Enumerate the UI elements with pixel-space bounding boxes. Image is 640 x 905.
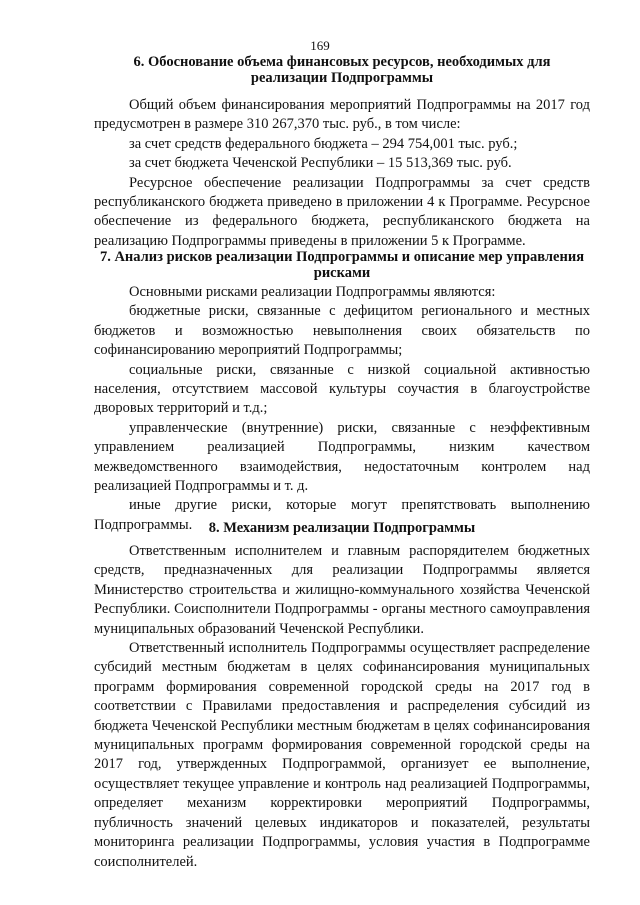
section-6-body bbox=[94, 96, 590, 251]
section-8-heading: 8. Механизм реализации Подпрограммы bbox=[208, 520, 476, 536]
section-7-paragraph: иные другие риски, которые могут препятствовать выполнению Подпрограммы. bbox=[94, 497, 590, 533]
section-6-heading: 6. Обоснование объема финансовых ресурсов, необходимых для реализации Подпрограммы bbox=[133, 54, 551, 86]
section-7-heading: 7. Анализ рисков реализации Подпрограммы и описание мер управления рисками bbox=[99, 249, 585, 281]
section-7-body bbox=[94, 283, 590, 535]
section-8-body bbox=[94, 542, 590, 872]
section-8-paragraph: Ответственный исполнитель Подпрограммы осуществляет распределение субсидий местным бюджетам в целях софинансирования муниципальных программ формирования современной городской среды на 2017 год в соответствии с Правилами предоставления и распределения субсидий из бюджета Чеченской Республики местным бюджетам в целях софинансирования муниципальных программ формирования современной городской среды на 2017 год, утвержденных Подпрограммой, организует ее выполнение, осуществляет текущее управление и контроль над реализацией Подпрограммы, определяет механизм корректировки мероприятий Подпрограммы, публичность значений целевых индикаторов и показателей, результаты мониторинга реализации Подпрограммы, условия участия в Подпрограмме соисполнителей. bbox=[94, 640, 590, 870]
section-7-paragraph: управленческие (внутренние) риски, связанные с неэффективным управлением реализацией Подпрограммы, низким качеством межведомственного взаимодействия, недостаточным контролем над реализацией Подпрограммы и т. д. bbox=[94, 419, 590, 495]
section-6-paragraph: Ресурсное обеспечение реализации Подпрограммы за счет средств республиканского бюджета приведено в приложении 4 к Программе. Ресурсное обеспечение из федерального бюджета, республиканского бюджета на реализацию Подпрограммы приведены в приложении 5 к Программе. bbox=[94, 174, 590, 249]
section-7-paragraph: бюджетные риски, связанные с дефицитом регионального и местных бюджетов и возможностью невыполнения своих обязательств по софинансированию мероприятий Подпрограммы; bbox=[94, 303, 590, 359]
section-7-paragraph: Основными рисками реализации Подпрограммы являются: bbox=[129, 284, 496, 300]
section-6-paragraph: за счет бюджета Чеченской Республики – 15 513,369 тыс. руб. bbox=[129, 155, 512, 172]
section-8-paragraph: Ответственным исполнителем и главным распорядителем бюджетных средств, предназначенных для реализации Подпрограммы является Министерство строительства и жилищно-коммунального хозяйства Чеченской Республики. Соисполнители Подпрограммы - органы местного самоуправления муниципальных образований Чеченской Республики. bbox=[94, 543, 590, 637]
section-7-paragraph: социальные риски, связанные с низкой социальной активностью населения, отсутствием массовой культуры соучастия в благоустройстве дворовых территорий и т.д.; bbox=[94, 361, 590, 417]
section-6-paragraph: Общий объем финансирования мероприятий Подпрограммы на 2017 год предусмотрен в размере 310 267,370 тыс. руб., в том числе: bbox=[94, 97, 590, 133]
section-6-paragraph: за счет средств федерального бюджета – 294 754,001 тыс. руб.; bbox=[129, 135, 518, 152]
page-number: 169 bbox=[310, 38, 330, 53]
